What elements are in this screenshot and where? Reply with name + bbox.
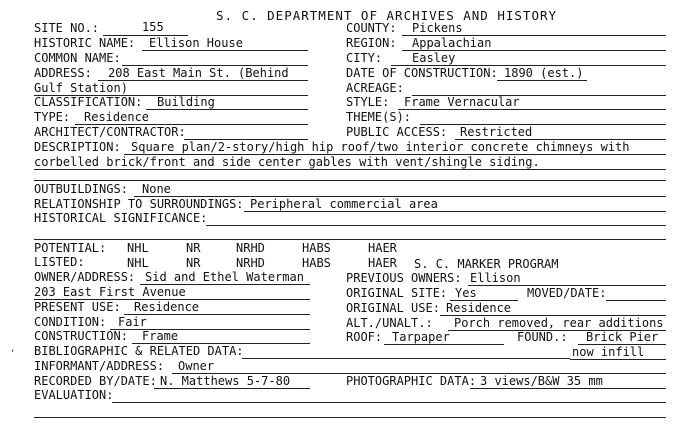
classification-label: CLASSIFICATION:: [34, 95, 143, 109]
date-of-construction-underline: [497, 80, 587, 81]
historical-significance-underline-2: [34, 239, 666, 240]
date-of-construction-value: 1890 (est.): [504, 66, 584, 80]
listed-habs: HABS: [302, 256, 331, 270]
found-value: Brick Pier: [586, 330, 659, 344]
roof-label: ROOF:: [346, 330, 383, 344]
public-access-label: PUBLIC ACCESS:: [346, 125, 448, 139]
previous-owners-label: PREVIOUS OWNERS:: [346, 271, 462, 285]
region-label: REGION:: [346, 36, 397, 50]
potential-haer: HAER: [368, 241, 397, 255]
condition-underline: [110, 329, 310, 330]
condition-label: CONDITION:: [34, 315, 107, 329]
present-use-label: PRESENT USE:: [34, 300, 121, 314]
potential-nr: NR: [186, 241, 201, 255]
construction-label: CONSTRUCTION:: [34, 329, 128, 343]
owner-address: 203 East First Avenue: [34, 285, 186, 299]
classification-value: Building: [157, 95, 215, 109]
bibliographic-underline: [242, 358, 570, 359]
type-label: TYPE:: [34, 110, 71, 124]
original-site-value: Yes: [455, 286, 477, 300]
recorded-by-underline: [154, 388, 310, 389]
description-underline-2: [34, 169, 666, 170]
bibliographic-label: BIBLIOGRAPHIC & RELATED DATA:: [34, 344, 244, 358]
alt-unalt-label: ALT./UNALT.:: [346, 316, 433, 330]
previous-owners-value: Ellison: [470, 271, 521, 285]
evaluation-underline: [112, 402, 666, 403]
original-use-value: Residence: [446, 301, 512, 315]
informant-label: INFORMANT/ADDRESS:: [34, 359, 165, 373]
site-no-label: SITE NO.:: [34, 21, 100, 35]
city-label: CITY:: [346, 51, 383, 65]
evaluation-label: EVALUATION:: [34, 388, 114, 402]
date-of-construction-label: DATE OF CONSTRUCTION:: [346, 66, 498, 80]
potential-habs: HABS: [302, 241, 331, 255]
potential-nhl: NHL: [127, 241, 149, 255]
type-value: Residence: [84, 110, 150, 124]
historical-significance-underline: [206, 225, 666, 226]
outbuildings-value: None: [142, 182, 171, 196]
present-use-underline: [124, 314, 310, 315]
description-line-2: corbelled brick/front and side center gables with vent/shingle siding.: [34, 155, 540, 169]
photographic-underline: [470, 388, 666, 389]
style-underline: [398, 109, 666, 110]
historic-name-label: HISTORIC NAME:: [34, 36, 136, 50]
architect-label: ARCHITECT/CONTRACTOR:: [34, 125, 186, 139]
relationship-label: RELATIONSHIP TO SURROUNDINGS:: [34, 197, 244, 211]
region-value: Appalachian: [412, 36, 492, 50]
stray-mark: ,: [10, 344, 16, 354]
outbuildings-label: OUTBUILDINGS:: [34, 182, 128, 196]
address-underline: [98, 80, 308, 81]
style-value: Frame Vernacular: [404, 95, 520, 109]
historical-significance-label: HISTORICAL SIGNIFICANCE:: [34, 211, 208, 225]
roof-value: Tarpaper: [392, 330, 450, 344]
alt-unalt-value: Porch removed, rear additions: [454, 316, 664, 330]
listed-nrhd: NRHD: [236, 256, 265, 270]
informant-value: Owner: [178, 359, 215, 373]
found-underline-2: [570, 359, 666, 360]
county-value: Pickens: [412, 21, 463, 35]
listed-haer: HAER: [368, 256, 397, 270]
city-value: Easley: [412, 51, 456, 65]
description-line-1: Square plan/2-story/high hip roof/two interior concrete chimneys with: [131, 140, 630, 154]
classification-underline: [146, 109, 308, 110]
site-no-value: 155: [142, 20, 164, 34]
owner-label: OWNER/ADDRESS:: [34, 270, 136, 284]
construction-value: Frame: [142, 329, 179, 343]
common-name-label: COMMON NAME:: [34, 51, 121, 65]
moved-date-underline: [606, 300, 666, 301]
evaluation-underline-2: [34, 417, 666, 418]
owner-value: Sid and Ethel Waterman: [145, 270, 304, 284]
photographic-value: 3 views/B&W 35 mm: [480, 374, 603, 388]
address-label: ADDRESS:: [34, 66, 92, 80]
potential-label: POTENTIAL:: [34, 241, 107, 255]
original-site-label: ORIGINAL SITE:: [346, 286, 448, 300]
photographic-label: PHOTOGRAPHIC DATA:: [346, 374, 477, 388]
form-title: S. C. DEPARTMENT OF ARCHIVES AND HISTORY: [216, 8, 558, 23]
listed-nhl: NHL: [127, 256, 149, 270]
moved-date-label: MOVED/DATE:: [527, 286, 607, 300]
themes-underline: [420, 124, 666, 125]
condition-value: Fair: [118, 315, 147, 329]
address-value-line2: Gulf Station): [34, 81, 128, 95]
listed-nr: NR: [186, 256, 201, 270]
relationship-underline: [244, 211, 666, 212]
address-value: 208 East Main St. (Behind: [108, 66, 289, 80]
relationship-value: Peripheral commercial area: [250, 197, 438, 211]
listed-label: LISTED:: [34, 255, 85, 269]
recorded-by-value: N. Matthews 5-7-80: [160, 374, 291, 388]
description-label: DESCRIPTION:: [34, 140, 121, 154]
acreage-label: ACREAGE:: [346, 81, 404, 95]
themes-label: THEME(S):: [346, 110, 412, 124]
found-value-line2: now infill: [572, 345, 645, 359]
sc-marker-program: S. C. MARKER PROGRAM: [414, 257, 559, 271]
roof-underline: [384, 344, 504, 345]
present-use-value: Residence: [134, 300, 200, 314]
style-label: STYLE:: [346, 95, 390, 109]
found-label: FOUND.:: [517, 330, 568, 344]
public-access-value: Restricted: [460, 125, 533, 139]
county-label: COUNTY:: [346, 21, 397, 35]
original-use-label: ORIGINAL USE:: [346, 301, 440, 315]
recorded-by-label: RECORDED BY/DATE:: [34, 374, 157, 388]
description-underline-3: [34, 180, 666, 181]
historic-name-value: Ellison House: [149, 36, 243, 50]
historic-name-underline: [142, 50, 308, 51]
potential-nrhd: NRHD: [236, 241, 265, 255]
